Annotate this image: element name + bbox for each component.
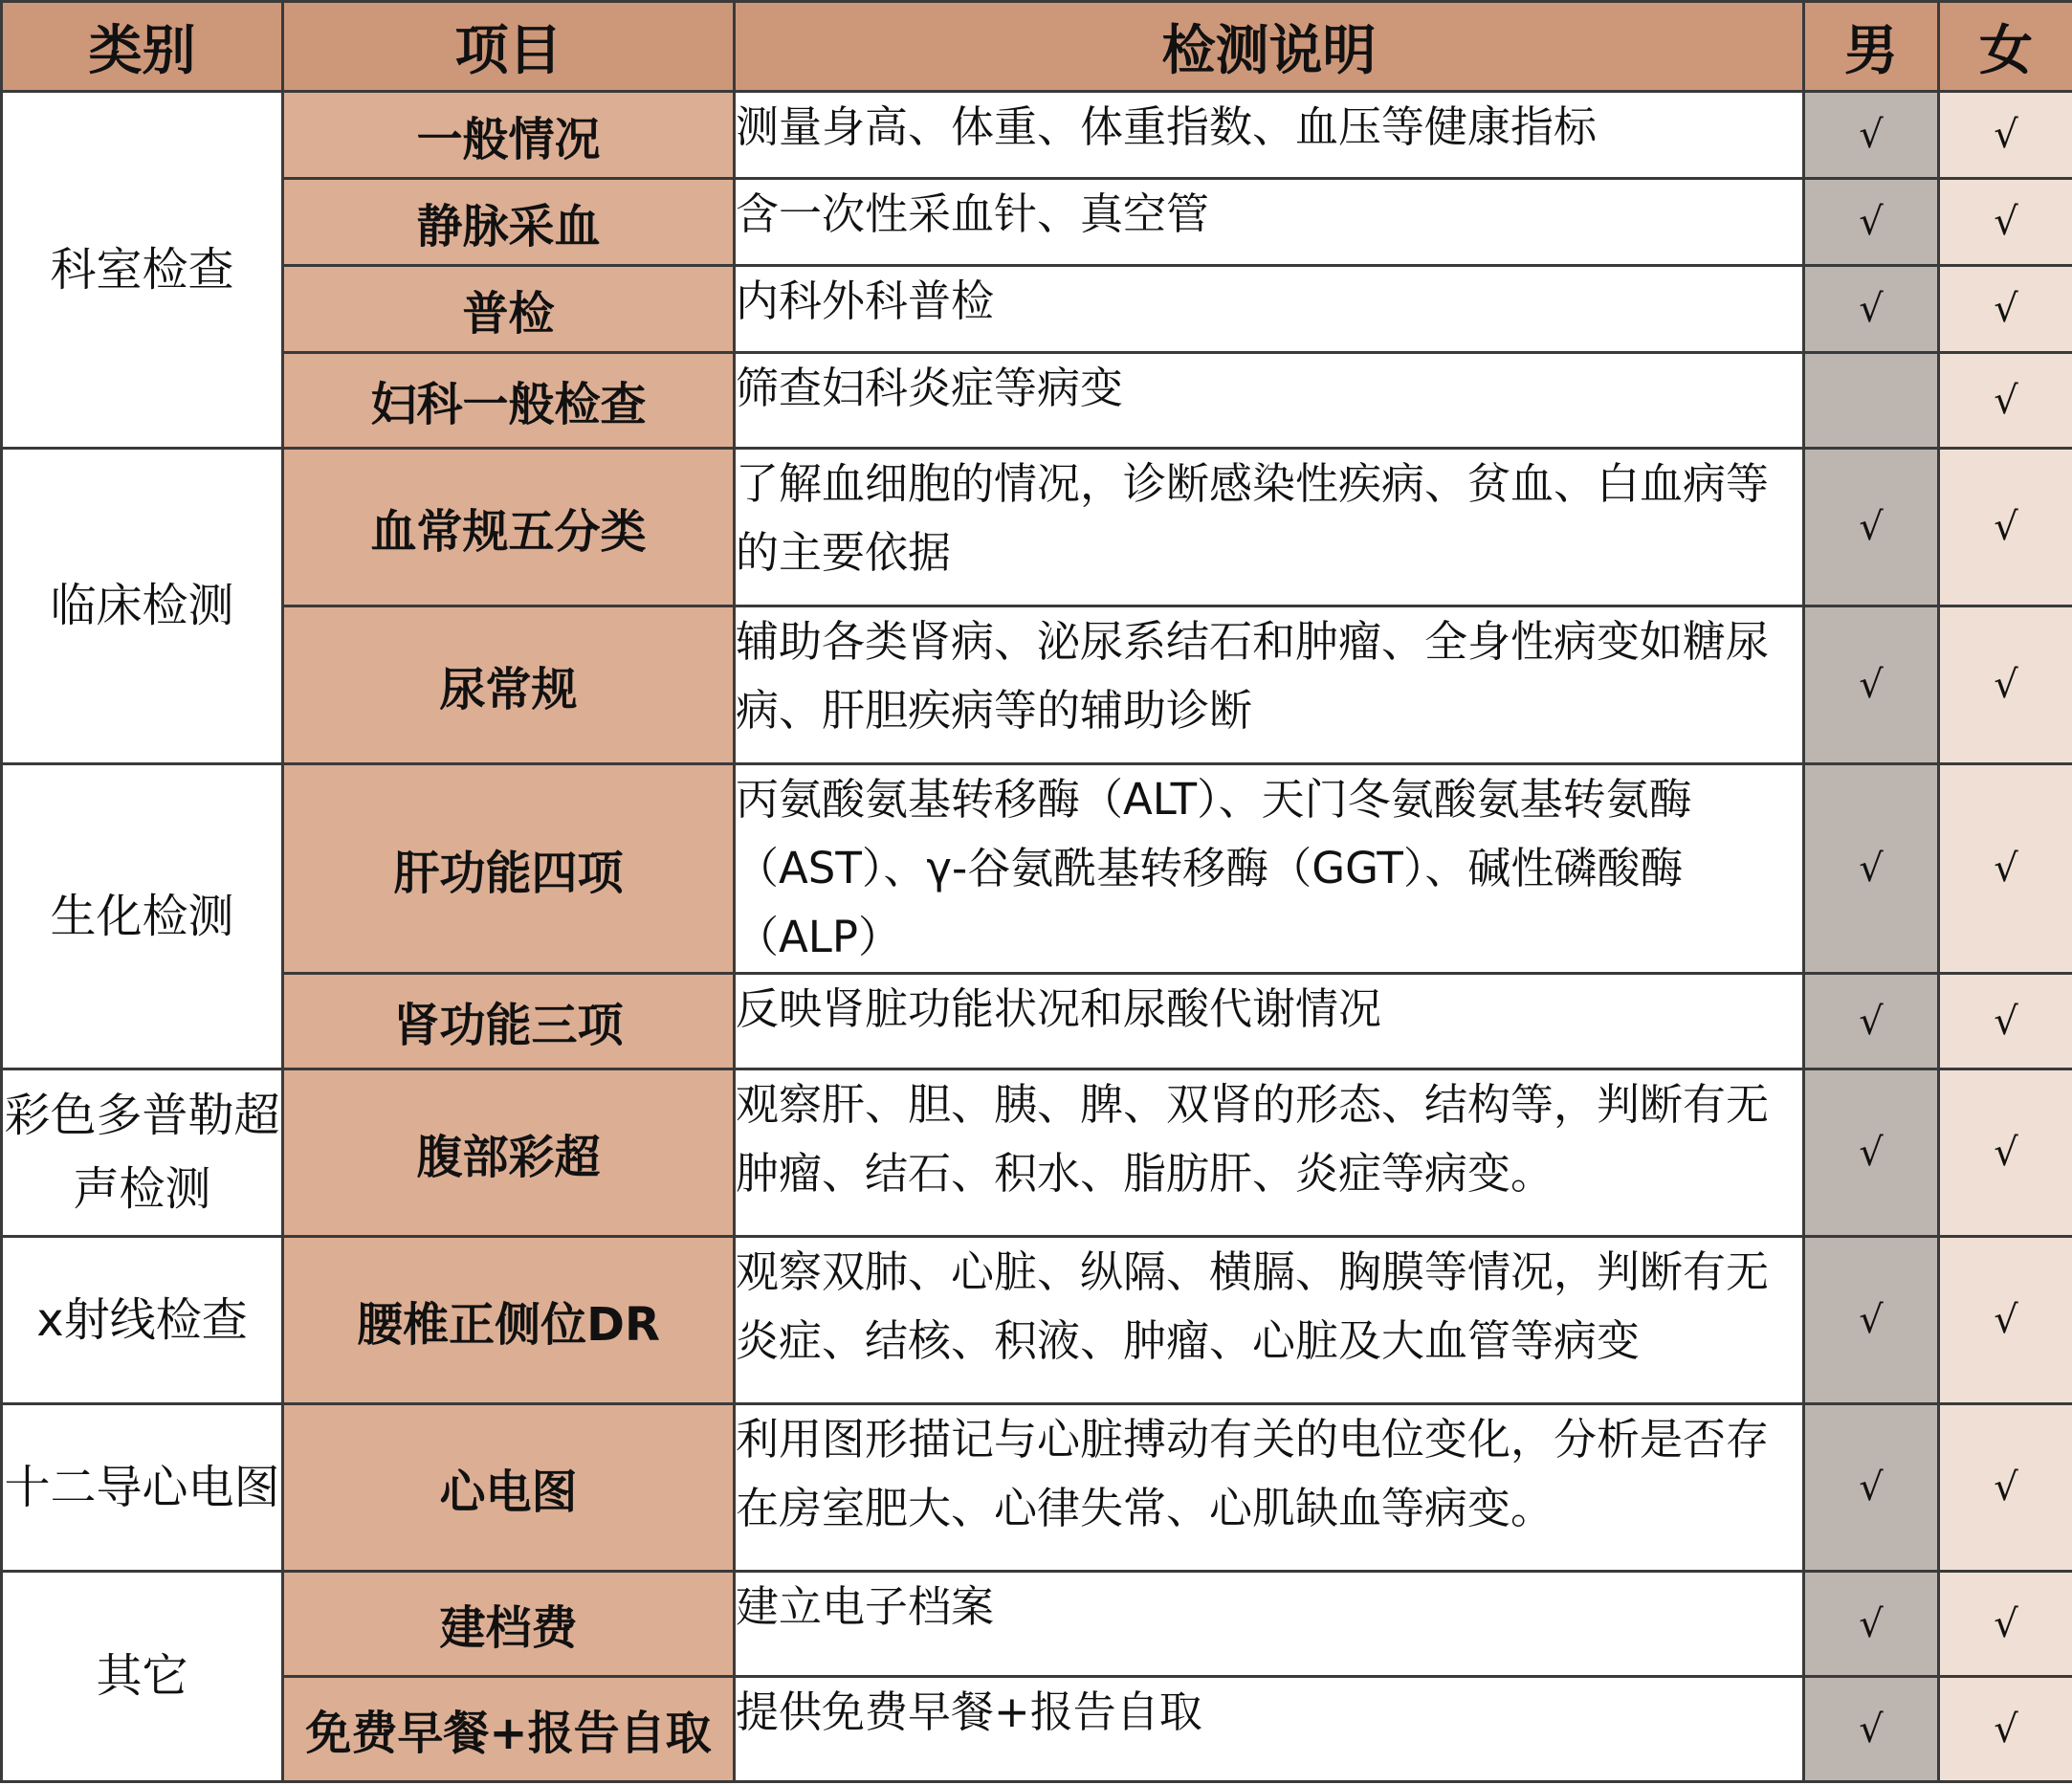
table-row (2, 606, 2072, 764)
item-cell: 肾功能三项 (283, 974, 735, 1069)
category-cell: 生化检测 (2, 764, 283, 1069)
category-cell: 其它 (2, 1572, 283, 1782)
description-cell: 观察双肺、心脏、纵隔、横膈、胸膜等情况，判断有无炎症、结核、积液、肿瘤、心脏及大血管等病变 (735, 1237, 1804, 1404)
table-row (2, 449, 2072, 606)
category-cell: 十二导心电图 (2, 1404, 283, 1572)
female-check: √ (1939, 1572, 2072, 1677)
item-cell: 心电图 (283, 1404, 735, 1572)
item-cell: 腹部彩超 (283, 1069, 735, 1237)
description-cell: 含一次性采血针、真空管 (735, 179, 1804, 266)
male-check: √ (1804, 974, 1939, 1069)
male-check: √ (1804, 1677, 1939, 1782)
header-female: 女 (1939, 2, 2072, 92)
category-cell: 彩色多普勒超声检测 (2, 1069, 283, 1237)
header-item: 项目 (283, 2, 735, 92)
female-check: √ (1939, 179, 2072, 266)
header-description: 检测说明 (735, 2, 1804, 92)
female-check: √ (1939, 1237, 2072, 1404)
table-row (2, 1237, 2072, 1404)
table-row (2, 1572, 2072, 1677)
description-cell: 利用图形描记与心脏搏动有关的电位变化，分析是否存在房室肥大、心律失常、心肌缺血等病变。 (735, 1404, 1804, 1572)
item-cell: 肝功能四项 (283, 764, 735, 974)
female-check: √ (1939, 764, 2072, 974)
female-check: √ (1939, 1069, 2072, 1237)
table-row (2, 974, 2072, 1069)
description-cell: 提供免费早餐+报告自取 (735, 1677, 1804, 1782)
description-cell: 内科外科普检 (735, 266, 1804, 353)
item-cell: 腰椎正侧位DR (283, 1237, 735, 1404)
male-check: √ (1804, 92, 1939, 179)
description-cell: 丙氨酸氨基转移酶（ALT）、天门冬氨酸氨基转氨酶（AST）、γ-谷氨酰基转移酶（GGT）、碱性磷酸酶（ALP） (735, 764, 1804, 974)
item-cell: 普检 (283, 266, 735, 353)
female-check: √ (1939, 1677, 2072, 1782)
item-cell: 免费早餐+报告自取 (283, 1677, 735, 1782)
female-check: √ (1939, 606, 2072, 764)
description-cell: 测量身高、体重、体重指数、血压等健康指标 (735, 92, 1804, 179)
category-cell: 科室检查 (2, 92, 283, 449)
female-check: √ (1939, 266, 2072, 353)
female-check: √ (1939, 1404, 2072, 1572)
table-row (2, 1677, 2072, 1782)
male-check: √ (1804, 449, 1939, 606)
table-header-row (2, 2, 2072, 92)
male-check: √ (1804, 1404, 1939, 1572)
item-cell: 建档费 (283, 1572, 735, 1677)
item-cell: 血常规五分类 (283, 449, 735, 606)
item-cell: 静脉采血 (283, 179, 735, 266)
table-row (2, 764, 2072, 974)
female-check: √ (1939, 92, 2072, 179)
description-cell: 了解血细胞的情况，诊断感染性疾病、贫血、白血病等的主要依据 (735, 449, 1804, 606)
table-row (2, 266, 2072, 353)
table-row (2, 179, 2072, 266)
category-cell: x射线检查 (2, 1237, 283, 1404)
table-row (2, 92, 2072, 179)
male-check: √ (1804, 606, 1939, 764)
item-cell: 尿常规 (283, 606, 735, 764)
item-cell: 妇科一般检查 (283, 353, 735, 449)
header-category: 类别 (2, 2, 283, 92)
table-row (2, 1069, 2072, 1237)
item-cell: 一般情况 (283, 92, 735, 179)
female-check: √ (1939, 353, 2072, 449)
table-row (2, 353, 2072, 449)
female-check: √ (1939, 974, 2072, 1069)
female-check: √ (1939, 449, 2072, 606)
male-check (1804, 353, 1939, 449)
description-cell: 辅助各类肾病、泌尿系结石和肿瘤、全身性病变如糖尿病、肝胆疾病等的辅助诊断 (735, 606, 1804, 764)
description-cell: 反映肾脏功能状况和尿酸代谢情况 (735, 974, 1804, 1069)
male-check: √ (1804, 1069, 1939, 1237)
category-cell: 临床检测 (2, 449, 283, 764)
header-male: 男 (1804, 2, 1939, 92)
male-check: √ (1804, 764, 1939, 974)
male-check: √ (1804, 179, 1939, 266)
table-row (2, 1404, 2072, 1572)
male-check: √ (1804, 1572, 1939, 1677)
description-cell: 建立电子档案 (735, 1572, 1804, 1677)
male-check: √ (1804, 1237, 1939, 1404)
description-cell: 筛查妇科炎症等病变 (735, 353, 1804, 449)
male-check: √ (1804, 266, 1939, 353)
description-cell: 观察肝、胆、胰、脾、双肾的形态、结构等，判断有无肿瘤、结石、积水、脂肪肝、炎症等病变。 (735, 1069, 1804, 1237)
